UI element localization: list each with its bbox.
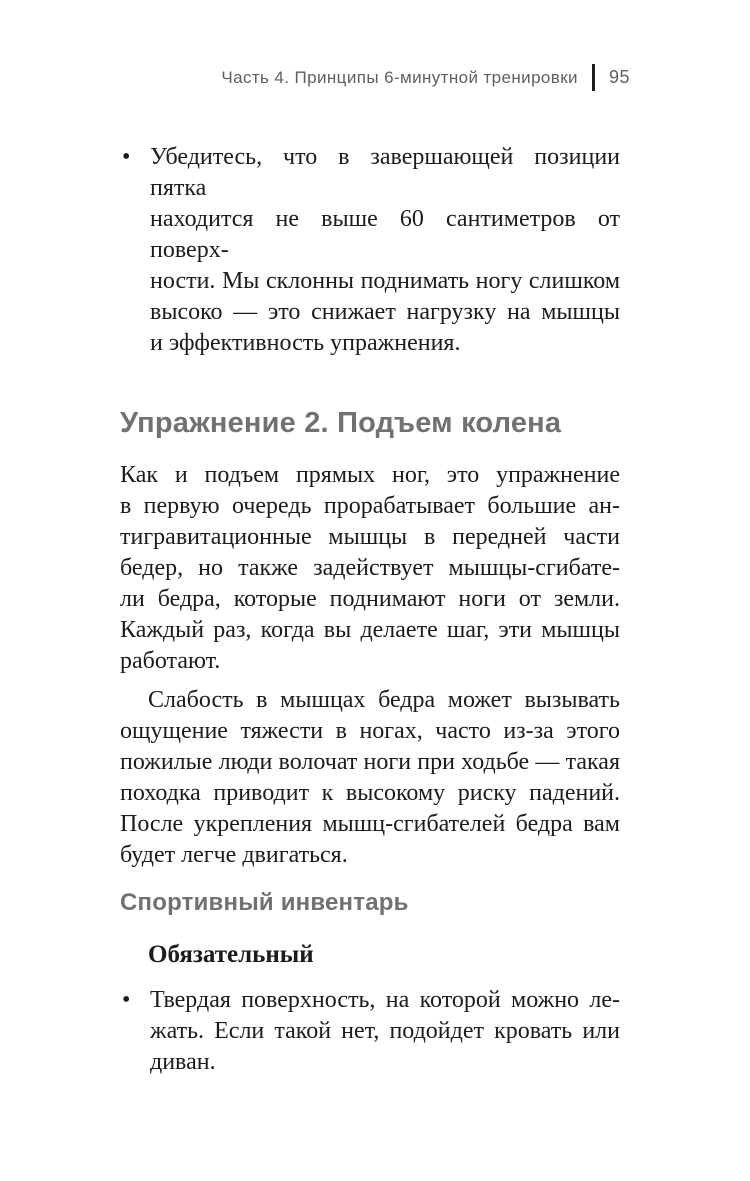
- bullet-list-bottom: [120, 985, 620, 1078]
- bullet-icon: •: [122, 987, 131, 1013]
- page-number: 95: [608, 67, 630, 87]
- running-title: Часть 4. Принципы 6-минутной тренировки: [221, 67, 578, 87]
- text-line: Каждый раз, когда вы делаете шаг, эти мышцы: [120, 617, 620, 643]
- text-line: работают.: [120, 648, 221, 674]
- text-line: бедер, но также задействует мышцы-сгибате-: [120, 555, 620, 581]
- header-divider: [592, 64, 595, 91]
- equipment-subheading: Спортивный инвентарь: [120, 889, 409, 916]
- list-item: [120, 142, 620, 359]
- text-line: жать. Если такой нет, подойдет кровать или: [150, 1018, 620, 1044]
- running-header: [0, 0, 750, 91]
- text-line: Слабость в мышцах бедра может вызывать: [148, 687, 620, 713]
- list-item: [120, 985, 620, 1078]
- text-line: ности. Мы склонны поднимать ногу слишком: [150, 268, 620, 294]
- text-line: Твердая поверхность, на которой можно ле-: [150, 987, 620, 1013]
- paragraph: [120, 460, 620, 677]
- text-line: походка приводит к высокому риску падений.: [120, 780, 620, 806]
- text-line: находится не выше 60 сантиметров от поверх-: [150, 206, 620, 263]
- text-line: Убедитесь, что в завершающей позиции пятка: [150, 144, 620, 201]
- paragraph: [120, 685, 620, 871]
- text-line: будет легче двигаться.: [120, 842, 348, 868]
- text-line: После укрепления мышц-сгибателей бедра вам: [120, 811, 620, 837]
- bullet-text: [150, 985, 620, 1078]
- text-line: ощущение тяжести в ногах, часто из-за этого: [120, 718, 620, 744]
- text-line: в первую очередь прорабатывает большие ан-: [120, 493, 620, 519]
- text-line: Как и подъем прямых ног, это упражнение: [120, 462, 620, 488]
- section-heading: Упражнение 2. Подъем колена: [120, 407, 562, 439]
- bullet-text: [150, 142, 620, 359]
- text-line: высоко — это снижает нагрузку на мышцы: [150, 299, 620, 325]
- text-line: тигравитационные мышцы в передней части: [120, 524, 620, 550]
- required-heading: Обязательный: [148, 941, 314, 968]
- text-line: пожилые люди волочат ноги при ходьбе — такая: [120, 749, 620, 775]
- text-line: диван.: [150, 1049, 216, 1075]
- bullet-list-top: [120, 142, 620, 359]
- text-line: ли бедра, которые поднимают ноги от земли.: [120, 586, 620, 612]
- text-line: и эффективность упражнения.: [150, 330, 461, 356]
- bullet-icon: •: [122, 144, 131, 170]
